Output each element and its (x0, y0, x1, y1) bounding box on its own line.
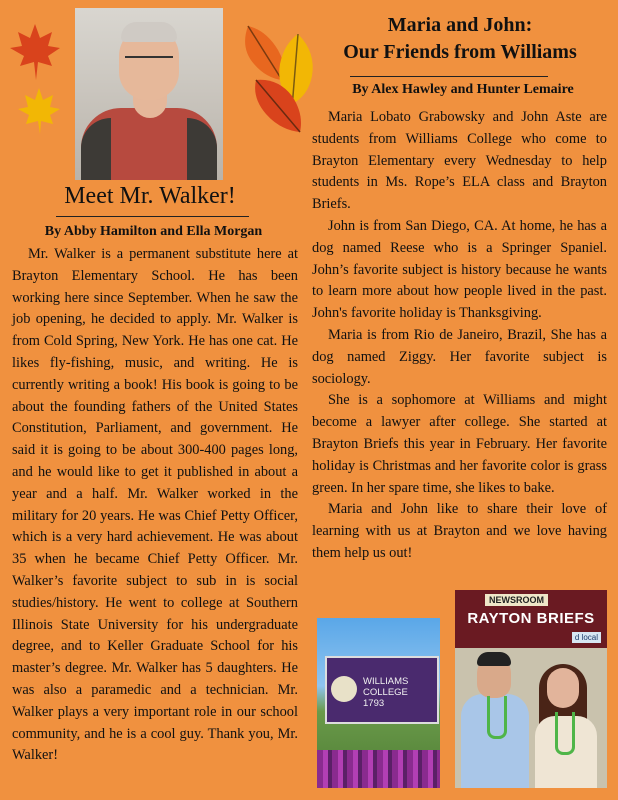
lanyard (555, 712, 575, 755)
right-article-body (312, 107, 607, 565)
williams-college-sign (325, 656, 439, 724)
mr-walker-portrait (75, 8, 223, 180)
newsroom-photo (455, 590, 607, 788)
sign-text-line: 1793 (363, 698, 385, 709)
newsroom-banner: NEWSROOM (485, 594, 548, 606)
left-article-title: Meet Mr. Walker! (64, 183, 236, 209)
maple-leaf-icon (16, 86, 62, 136)
right-article-paragraph: John is from San Diego, CA. At home, he has a dog named Reese who is a Springer Spaniel. John’s favorite subject is history because he wants to learn more about how people lived in the past. John's favorite holiday is Thanksgiving. (312, 217, 607, 322)
flower-bed (317, 750, 440, 788)
right-article-paragraph: Maria Lobato Grabowsky and John Aste are students from Williams College who come to Brayton Elementary every Wednesday to help students in Ms. Rope’s ELA class and Brayton Briefs. (312, 109, 607, 213)
lanyard (487, 696, 507, 739)
maria-head (547, 668, 579, 708)
right-title-line-2: Our Friends from Williams (343, 41, 577, 63)
right-title-divider (350, 76, 548, 77)
maple-leaf-icon (8, 22, 62, 82)
sign-text-line: COLLEGE (363, 687, 408, 698)
left-title-divider (56, 216, 249, 217)
left-article-paragraph: Mr. Walker is a permanent substitute here at Brayton Elementary School. He has been working here since September. When he saw the job opening, he decided to apply. Mr. Walker is from Cold Spring, New York. He has one cat. He likes fly-fishing, music, and writing. He is currently writing a book! His book is going to be about the founding fathers of the United States Constitution, Parliament, and government. He said it is going to be about 300-400 pages long, and he would like to get it published in about a year and a half. Mr. Walker worked in the military for 20 years. He was Chief Petty Officer, which is a very hard achievement. He was about 35 when he became Chief Petty Officer. Mr. Walker’s favorite subject to sub in is social studies/history. He went to college at Southern Illinois State University for his undergraduate degree, and to Keller Graduate School for his master’s degree. Mr. Walker has 5 daughters. He was also a paramedic and a technician. Mr. Walker plays a very important role in our school community, and he is a cool guy. Thank you, Mr. Walker! (12, 246, 298, 764)
sign-text-line: WILLIAMS (363, 676, 409, 687)
left-article-byline: By Abby Hamilton and Ella Morgan (44, 224, 263, 239)
right-title-line-1: Maria and John: (387, 14, 533, 36)
right-article-title (310, 12, 610, 66)
oak-leaf-icon (250, 70, 306, 136)
right-article-byline: By Alex Hawley and Hunter Lemaire (352, 82, 574, 97)
newsroom-board (455, 590, 607, 648)
right-article-paragraph: Maria and John like to share their love of learning with us at Brayton and we love having them help us out! (312, 501, 607, 561)
williams-college-photo (317, 618, 440, 788)
college-seal-icon (331, 676, 357, 702)
brayton-briefs-sign: RAYTON BRIEFS (467, 610, 595, 627)
left-article-body (12, 244, 298, 767)
local-sign: d local (572, 632, 601, 643)
john-hair (477, 652, 511, 666)
right-article-paragraph: She is a sophomore at Williams and might become a lawyer after college. She started at Brayton Briefs this year in February. Her favorite holiday is Christmas and her favorite color is grass green. In her spare time, she likes to bake. (312, 392, 607, 496)
right-article-paragraph: Maria is from Rio de Janeiro, Brazil, She has a dog named Ziggy. Her favorite subject is sociology. (312, 326, 607, 387)
